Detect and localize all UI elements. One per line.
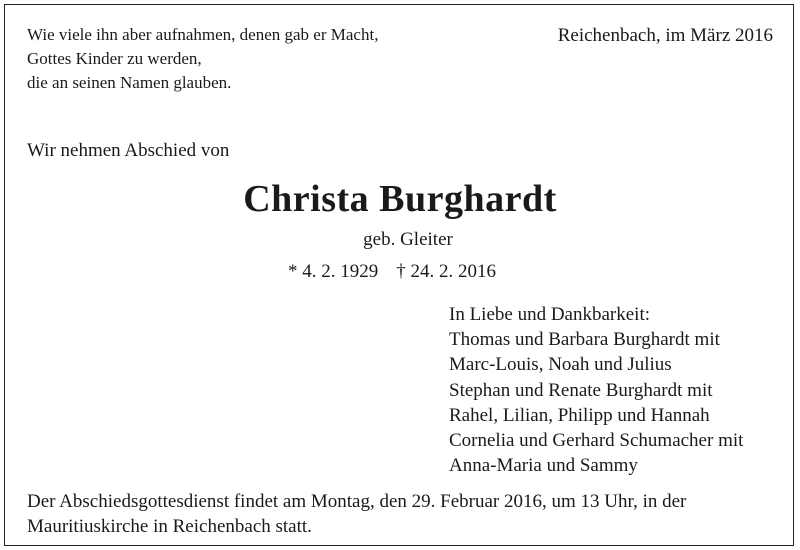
funeral-service-info	[27, 489, 777, 539]
service-line: Mauritiuskirche in Reichenbach statt.	[27, 516, 312, 537]
mourners-heading: In Liebe und Dankbarkeit:	[449, 304, 651, 325]
mourners-list	[449, 302, 743, 478]
verse-line: die an seinen Namen glauben.	[27, 73, 232, 92]
farewell-intro: Wir nehmen Abschied von	[27, 140, 230, 161]
mourner-line: Anna-Maria und Sammy	[449, 455, 638, 477]
service-line: Der Abschiedsgottesdienst findet am Montag, den 29. Februar 2016, um 13 Uhr, in der	[27, 491, 687, 512]
bible-verse	[27, 23, 378, 95]
verse-line: Wie viele ihn aber aufnahmen, denen gab er Macht,	[27, 25, 379, 44]
mourner-line: Cornelia und Gerhard Schumacher mit	[449, 430, 744, 452]
mourner-line: Stephan und Renate Burghardt mit	[449, 379, 713, 401]
maiden-name: geb. Gleiter	[363, 229, 453, 250]
life-dates	[288, 261, 496, 283]
mourner-line: Thomas und Barbara Burghardt mit	[449, 329, 720, 351]
place-date: Reichenbach, im März 2016	[557, 25, 773, 46]
verse-line: Gottes Kinder zu werden,	[27, 49, 202, 68]
deceased-name: Christa Burghardt	[243, 178, 557, 220]
mourner-line: Rahel, Lilian, Philipp und Hannah	[449, 404, 710, 426]
mourner-line: Marc-Louis, Noah und Julius	[449, 354, 672, 376]
birth-date: * 4. 2. 1929	[288, 261, 379, 282]
obituary-notice	[4, 4, 794, 546]
death-date: † 24. 2. 2016	[396, 261, 496, 282]
